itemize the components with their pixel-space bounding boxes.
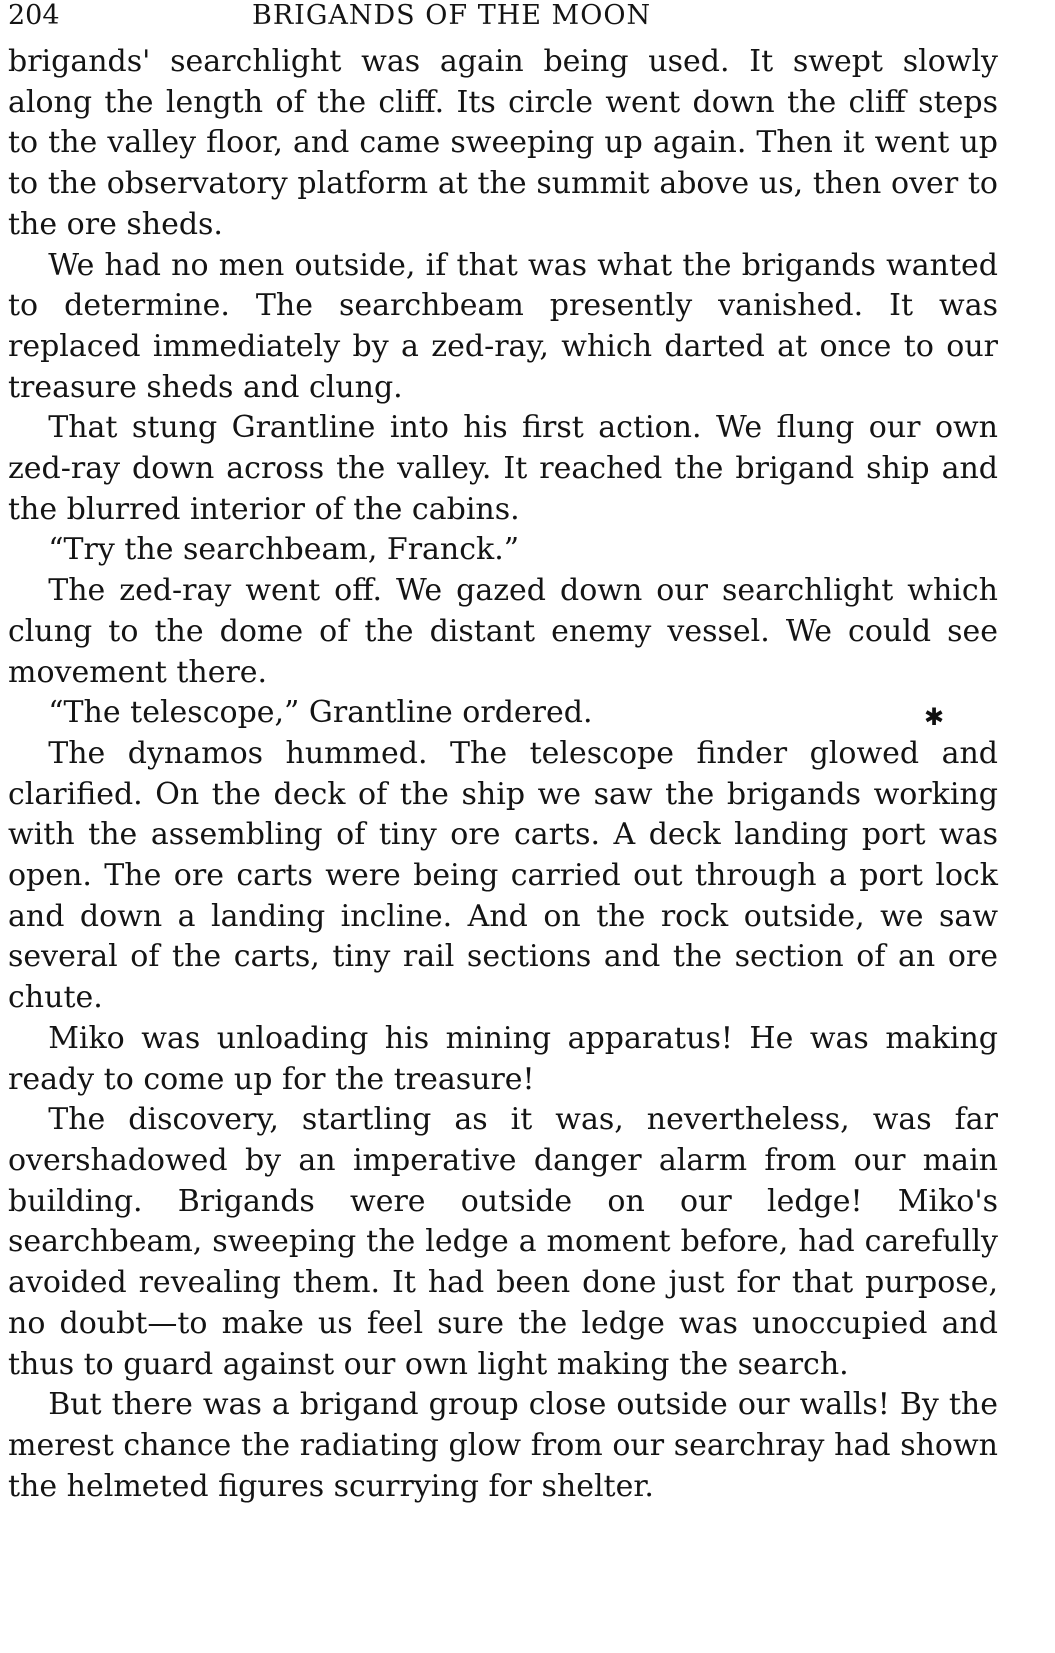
book-page [8, 0, 998, 1507]
paragraph: That stung Grantline into his first action. We flung our own zed-ray down across the valley. It reached the brigand ship and the blurred interior of the cabins. [8, 410, 998, 527]
paragraph: Miko was unloading his mining apparatus! He was making ready to come up for the treasure! [8, 1020, 998, 1097]
paragraph: “The telescope,” Grantline ordered. [48, 695, 593, 731]
paragraph: “Try the searchbeam, Franck.” [48, 532, 520, 568]
paragraph: The dynamos hummed. The telescope finder glowed and clarified. On the deck of the ship we saw the brigands working with the assembling of tiny ore carts. A deck landing port was open. The ore carts were being carried out through a port lock and down a landing incline. And on the rock outside, we saw several of the carts, tiny rail sections and the section of an ore chute. [8, 735, 998, 1016]
paragraph: The discovery, startling as it was, nevertheless, was far overshadowed by an imperative danger alarm from our main building. Brigands were outside on our ledge! Miko's searchbeam, sweeping the ledge a moment before, had carefully avoided revealing them. It had been done just for that purpose, no doubt—to make us feel sure the ledge was unoccupied and thus to guard against our own light making the search. [8, 1102, 998, 1382]
paragraph: brigands' searchlight was again being used. It swept slowly along the length of the cliff. Its circle went down the cliff steps to the valley floor, and came sweeping up again. Then it went up to the observatory platform at the summit above us, then over to the ore sheds. [8, 44, 998, 242]
running-title: BRIGANDS OF THE MOON [252, 0, 652, 31]
paragraph: The zed-ray went off. We gazed down our searchlight which clung to the dome of the distant enemy vessel. We could see movement there. [8, 573, 998, 690]
page-number: 204 [8, 0, 60, 31]
body-text [8, 42, 998, 1507]
paragraph: But there was a brigand group close outside our walls! By the merest chance the radiating glow from our searchray had shown the helmeted figures scurrying for shelter. [8, 1387, 998, 1504]
page-header [8, 0, 998, 33]
ink-blot-mark: ✱ [924, 703, 945, 731]
paragraph: We had no men outside, if that was what the brigands wanted to determine. The searchbeam presently vanished. It was replaced immediately by a zed-ray, which darted at once to our treasure sheds and clung. [8, 247, 998, 405]
